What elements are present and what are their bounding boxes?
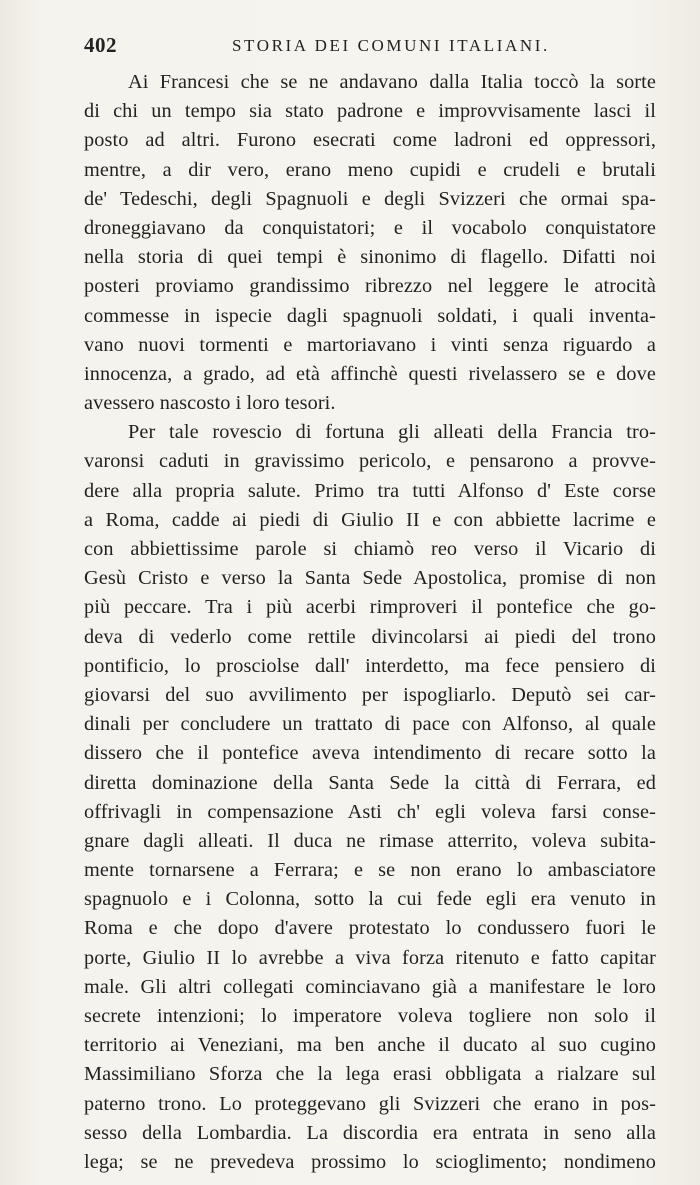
text-line: varonsi caduti in gravissimo pericolo, e pensarono a provve- [84,450,656,473]
text-line: giovarsi del suo avvilimento per ispogliarlo. Deputò sei car- [84,683,656,706]
text-line: a Roma, cadde ai piedi di Giulio II e con abbiette lacrime e [84,508,656,531]
text-line: dinali per concludere un trattato di pace con Alfonso, al quale [84,713,656,736]
text-line: Roma e che dopo d'avere protestato lo condussero fuori le [84,917,656,940]
text-line: Ai Francesi che se ne andavano dalla Italia toccò la sorte [128,71,656,93]
text-line: male. Gli altri collegati cominciavano già a manifestare le loro [84,975,656,998]
text-line: dissero che il pontefice aveva intendimento di recare sotto la [84,742,656,765]
page-number: 402 [84,33,117,57]
text-line: territorio ai Veneziani, ma ben anche il ducato al suo cugino [84,1034,656,1057]
text-line: vano nuovi tormenti e martoriavano i vinti senza riguardo a [84,333,656,356]
text-line: secrete intenzioni; lo imperatore voleva togliere non solo il [84,1005,656,1027]
text-line: spagnuolo e i Colonna, sotto la cui fede egli era venuto in [84,888,656,911]
text-line: gnare dagli alleati. Il duca ne rimase atterrito, voleva subita- [84,829,656,852]
text-line: più peccare. Tra i più acerbi rimproveri il pontefice che go- [84,596,656,619]
text-line: lega; se ne prevedeva prossimo lo scioglimento; nondimeno [84,1150,656,1173]
text-line: offrivagli in compensazione Asti ch' egli voleva farsi conse- [84,800,656,823]
text-line: con abbiettissime parole si chiamò reo verso il Vicario di [84,538,656,560]
text-line: droneggiavano da conquistatori; e il vocabolo conquistatore [84,216,656,239]
text-line: dere alla propria salute. Primo tra tutti Alfonso d' Este corse [84,479,656,502]
text-line: sesso della Lombardia. La discordia era entrata in seno alla [84,1121,656,1144]
text-line: porte, Giulio II lo avrebbe a viva forza ritenuto e fatto capitar [84,946,656,969]
text-line: diretta dominazione della Santa Sede la città di Ferrara, ed [84,771,656,794]
text-line: innocenza, a grado, ad età affinchè questi rivelassero se e dove [84,362,656,385]
text-line: Per tale rovescio di fortuna gli alleati della Francia tro- [128,421,656,444]
text-line: paterno trono. Lo proteggevano gli Svizzeri che erano in pos- [84,1092,656,1115]
text-line: posteri proviamo grandissimo ribrezzo nel leggere le atrocità [84,275,656,298]
text-line: commesse in ispecie dagli spagnuoli soldati, i quali inventa- [84,304,656,327]
page-header [84,33,656,61]
text-line: pontificio, lo prosciolse dall' interdetto, ma fece pensiero di [84,654,656,677]
text-line: de' Tedeschi, degli Spagnuoli e degli Svizzeri che ormai spa- [84,187,656,210]
text-line: di chi un tempo sia stato padrone e improvvisamente lasci il [84,100,656,123]
text-line: Gesù Cristo e verso la Santa Sede Apostolica, promise di non [84,567,656,590]
text-line: mentre, a dir vero, erano meno cupidi e crudeli e brutali [84,158,656,181]
text-line: posto ad altri. Furono esecrati come ladroni ed oppressori, [84,129,656,152]
text-line: avessero nascosto i loro tesori. [84,392,336,415]
text-line: Massimiliano Sforza che la lega erasi obbligata a rialzare sul [84,1063,656,1086]
text-line: deva di vederlo come rettile divincolarsi ai piedi del trono [84,625,656,648]
text-line: nella storia di quei tempi è sinonimo di flagello. Difatti noi [84,246,656,269]
body-text [84,68,656,1177]
text-line: mente tornarsene a Ferrara; e se non erano lo ambasciatore [84,859,656,882]
running-title: STORIA DEI COMUNI ITALIANI. [232,36,550,55]
